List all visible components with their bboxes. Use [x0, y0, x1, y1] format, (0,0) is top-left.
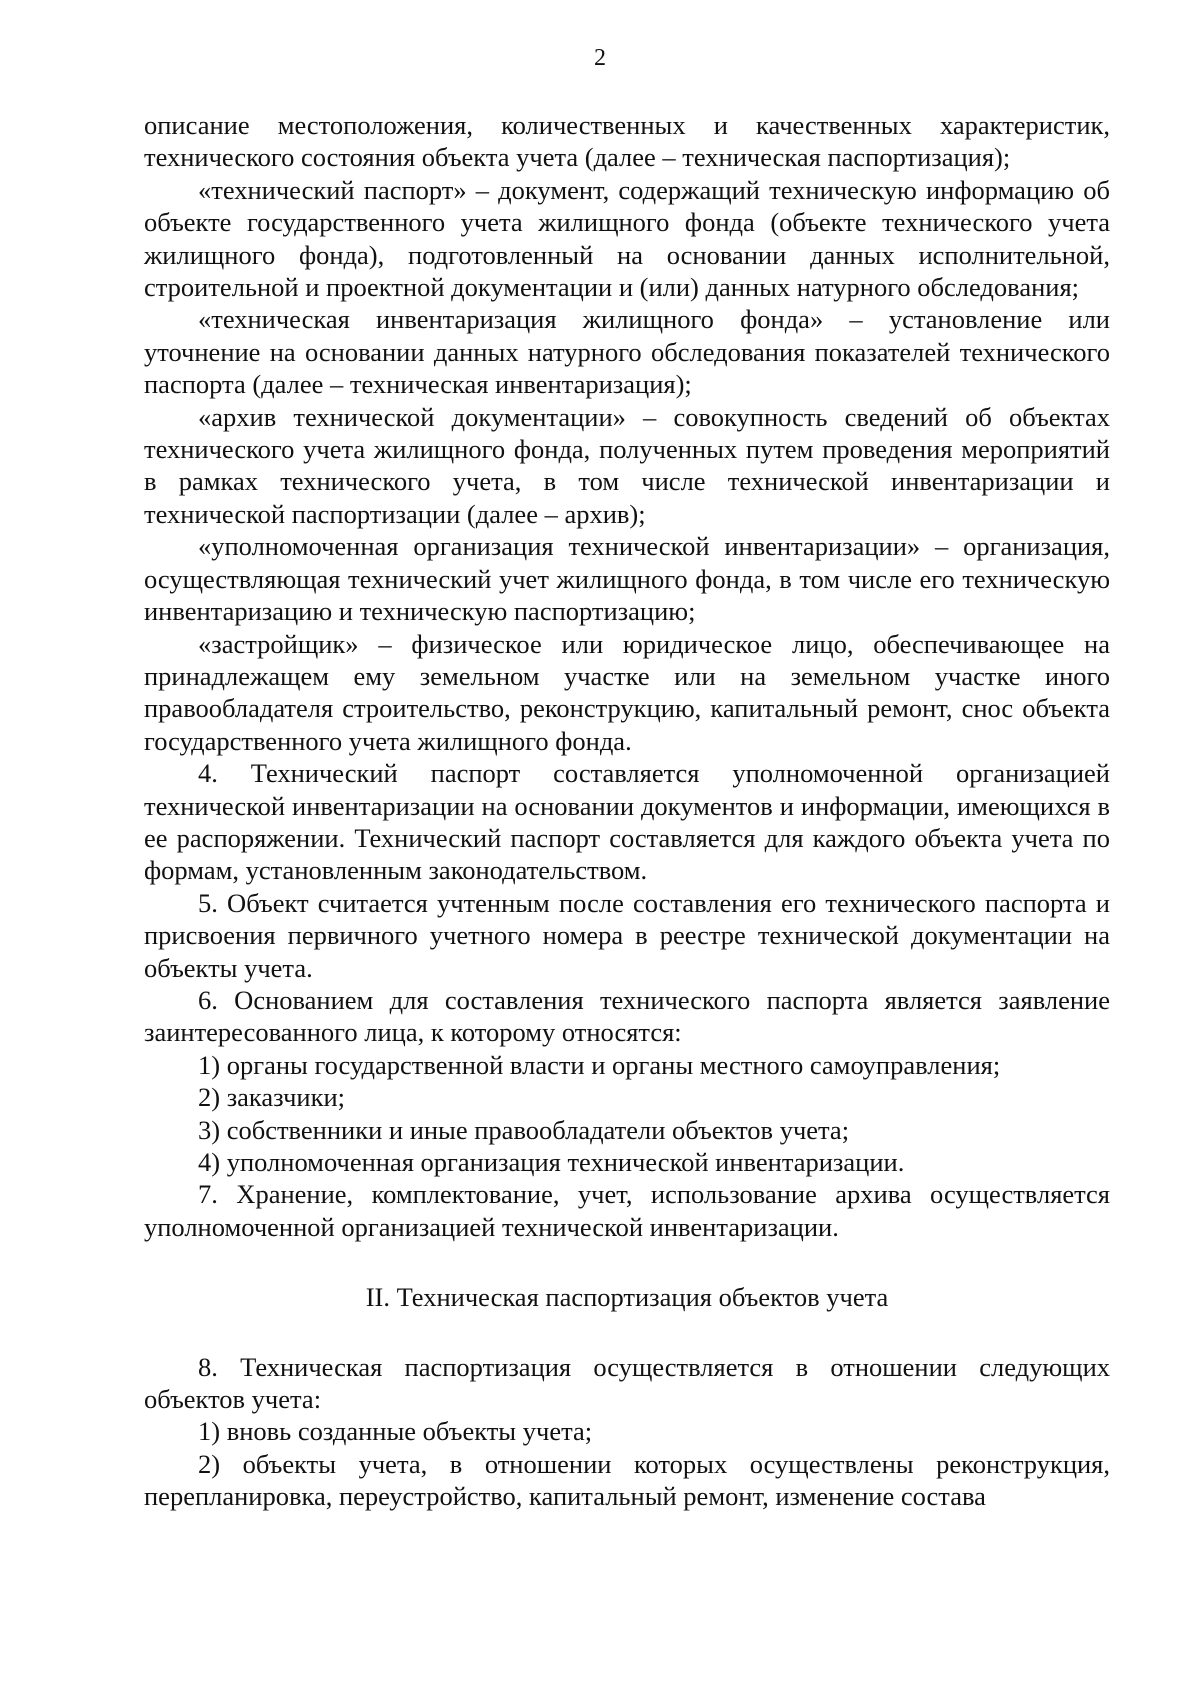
section-one-text	[144, 109, 1110, 1243]
paragraph: 1) вновь созданные объекты учета;	[198, 1416, 593, 1447]
paragraph: 4. Технический паспорт составляется уполномоченной организацией технической инвентаризации на основании документов и информации, имеющихся в ее распоряжении. Технический паспорт составляется для каждого объекта учета по формам, установленным законодательством.	[144, 758, 1110, 886]
paragraph: 6. Основанием для составления технического паспорта является заявление заинтересованного лица, к которому относятся:	[144, 984, 1110, 1048]
page-number: 2	[594, 45, 606, 71]
paragraph: 2) заказчики;	[198, 1082, 346, 1113]
section-heading: II. Техническая паспортизация объектов учета	[365, 1282, 889, 1313]
paragraph: «технический паспорт» – документ, содержащий техническую информацию об объекте государственного учета жилищного фонда (объекте технического учета жилищного фонда), подготовленный на основании данных исполнительной, строительной и проектной документации и (или) данных натурного обследования;	[144, 174, 1110, 303]
paragraph: 7. Хранение, комплектование, учет, использование архива осуществляется уполномоченной организацией технической инвентаризации.	[144, 1179, 1110, 1242]
document-body	[144, 109, 1110, 1513]
paragraph: 8. Техническая паспортизация осуществляется в отношении следующих объектов учета:	[144, 1351, 1110, 1415]
paragraph: 2) объекты учета, в отношении которых осуществлены реконструкция, перепланировка, переустройство, капитальный ремонт, изменение состава	[144, 1448, 1110, 1512]
paragraph: «техническая инвентаризация жилищного фонда» – установление или уточнение на основании данных натурного обследования показателей технического паспорта (далее – техническая инвентаризация);	[144, 304, 1110, 400]
paragraph: «застройщик» – физическое или юридическое лицо, обеспечивающее на принадлежащем ему земельном участке или на земельном участке иного правообладателя строительство, реконструкцию, капитальный ремонт, снос объекта государственного учета жилищного фонда.	[144, 628, 1110, 756]
paragraph: 3) собственники и иные правообладатели объектов учета;	[198, 1114, 850, 1145]
paragraph: «уполномоченная организация технической инвентаризации» – организация, осуществляющая технический учет жилищного фонда, в том числе его техническую инвентаризацию и техническую паспортизацию;	[144, 531, 1110, 627]
section-two-text	[144, 1351, 1110, 1513]
paragraph: «архив технической документации» – совокупность сведений об объектах технического учета жилищного фонда, полученных путем проведения мероприятий в рамках технического учета, в том числе технической инвентаризации и технической паспортизации (далее – архив);	[144, 401, 1110, 529]
paragraph: 4) уполномоченная организация технической инвентаризации.	[198, 1147, 905, 1177]
paragraph: 1) органы государственной власти и органы местного самоуправления;	[198, 1049, 1001, 1080]
paragraph: 5. Объект считается учтенным после составления его технического паспорта и присвоения первичного учетного номера в реестре технической документации на объекты учета.	[144, 887, 1110, 983]
paragraph: описание местоположения, количественных и качественных характеристик, технического состояния объекта учета (далее – техническая паспортизация);	[144, 110, 1110, 173]
